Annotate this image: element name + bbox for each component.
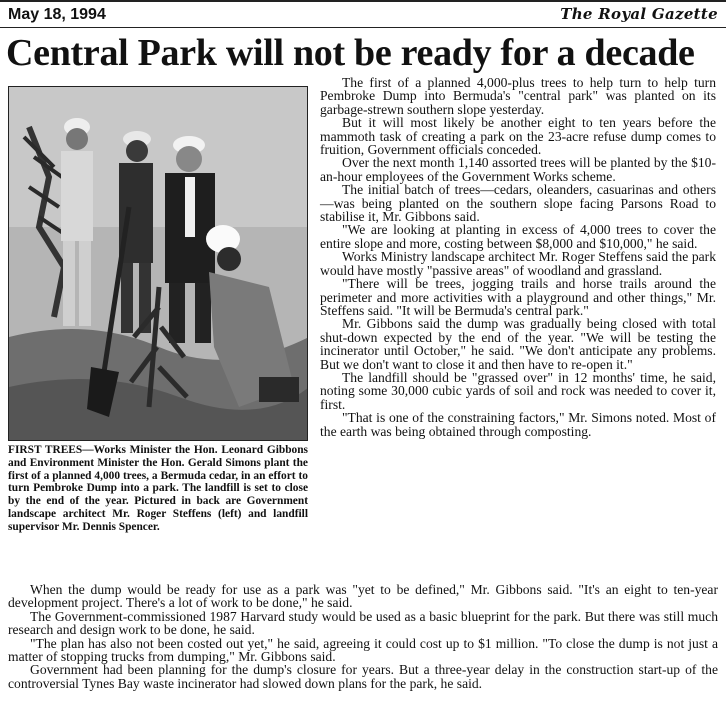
photo-caption: FIRST TREES—Works Minister the Hon. Leonard Gibbons and Environment Minister the Hon. Gerald Simons plant the first of a planned 4,000 trees, a Bermuda cedar, in an effort to turn Pembroke Dump into a park. The landfill is set to close by the end of the year. Pictured in back are Government landscape architect Mr. Roger Steffens (left) and landfill supervisor Mr. Dennis Spencer. — [8, 444, 308, 533]
article-column — [320, 76, 716, 438]
column-paragraph: Works Ministry landscape architect Mr. Roger Steffens said the park would have mostly "passive areas" of woodland and grassland. — [320, 249, 716, 278]
article-continuation — [8, 583, 718, 690]
column-paragraph: The initial batch of trees—cedars, oleanders, casuarinas and others—was being planted on the southern slope facing Parsons Road to stabilise it, Mr. Gibbons said. — [320, 182, 716, 225]
headline: Central Park will not be ready for a decade — [6, 32, 695, 74]
bottom-paragraph: The Government-commissioned 1987 Harvard study would be used as a basic blueprint for the park. But there was still much research and design work to be done, he said. — [8, 608, 718, 638]
photo-illustration — [9, 87, 308, 441]
column-paragraph: "That is one of the constraining factors," Mr. Simons noted. Most of the earth was being obtained through composting. — [320, 410, 716, 439]
header-bar — [0, 0, 726, 28]
column-paragraph: The landfill should be "grassed over" in 12 months' time, he said, noting some 30,000 cubic yards of soil and rock was needed to cover it, first. — [320, 369, 716, 412]
news-photo — [8, 86, 308, 441]
bottom-paragraph: "The plan has also not been costed out yet," he said, agreeing it could cost up to $1 million. "To close the dump is not just a matter of stopping trucks from dumping," Mr. Gibbons said. — [8, 635, 718, 665]
bottom-paragraph: When the dump would be ready for use as a park was "yet to be defined," Mr. Gibbons said. "It's an eight to ten-year development project. There's a lot of work to be done," he said. — [8, 582, 718, 611]
column-paragraph: "There will be trees, jogging trails and horse trails around the perimeter and more activities with a playground and other things," Mr. Steffens said. "It will be Bermuda's central park." — [320, 276, 716, 318]
column-paragraph: Mr. Gibbons said the dump was gradually being closed with total shut-down expected by the end of the year. "We will be testing the incinerator until October," he said. "We don't anticipate any problems. But we don't want to close it and then have to re-open it." — [320, 316, 716, 372]
publication-date: May 18, 1994 — [8, 6, 106, 23]
column-paragraph: But it will most likely be another eight to ten years before the mammoth task of creating a park on the 23-acre refuse dump comes to fruition, Government officials conceded. — [320, 115, 716, 158]
column-paragraph: Over the next month 1,140 assorted trees will be planted by the $10-an-hour employees of the Government Works scheme. — [320, 155, 716, 184]
column-paragraph: The first of a planned 4,000-plus trees to help turn to help turn Pembroke Dump into Bermuda's "central park" was planted on its garbage-strewn southern slope yesterday. — [320, 75, 716, 117]
bottom-paragraph: Government had been planning for the dump's closure for years. But a three-year delay in the construction start-up of the controversial Tynes Bay waste incinerator had slowed down plans for the park, he said. — [8, 662, 718, 691]
column-paragraph: "We are looking at planting in excess of 4,000 trees to cover the entire slope and more, costing between $8,000 and $10,000," he said. — [320, 222, 716, 251]
newspaper-masthead: The Royal Gazette — [560, 5, 718, 23]
